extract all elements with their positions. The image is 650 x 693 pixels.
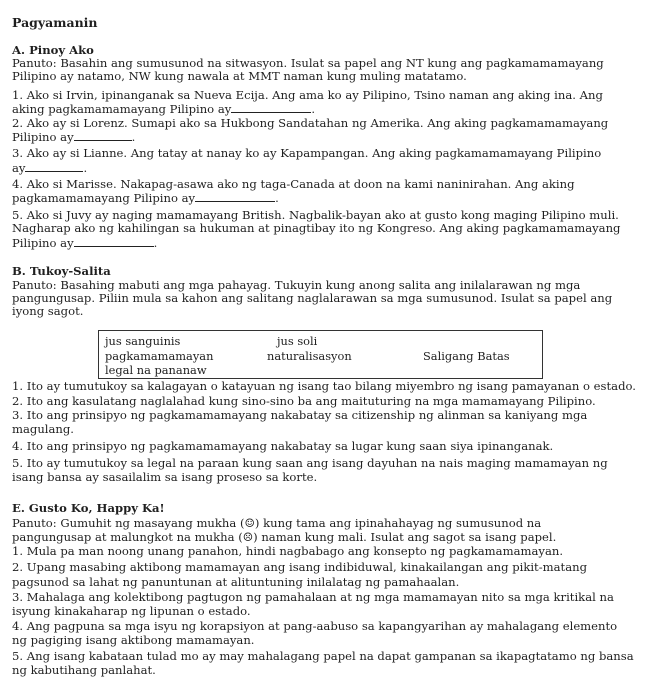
word-box-term: jus sanguinis <box>105 334 181 348</box>
answer-blank[interactable] <box>74 236 154 247</box>
section-e-item: 1. Mula pa man noong unang panahon, hindi nagbabago ang konsepto ng pagkamamamayan. <box>12 544 564 558</box>
answer-blank[interactable] <box>195 191 275 202</box>
section-a-item: Pilipino ay . <box>12 130 136 144</box>
word-box-term: naturalisasyon <box>267 349 352 363</box>
section-a-item: ay . <box>12 161 88 175</box>
word-box-term: Saligang Batas <box>423 349 510 363</box>
section-a-item: Nagharap ako ng kahilingan sa hukuman at pinagtibay ito ng Kongreso. Ang aking pagkamamamayang <box>12 221 621 235</box>
page-title: Pagyamanin <box>12 15 98 30</box>
section-e-item: isyung kinakaharap ng lipunan o estado. <box>12 604 251 618</box>
section-a-item: 4. Ako si Marisse. Nakapag-asawa ako ng taga-Canada at doon na kami naninirahan. Ang aking <box>12 177 575 191</box>
section-a-item: 2. Ako ay si Lorenz. Sumapi ako sa Hukbong Sandatahan ng Amerika. Ang aking pagkamamamayang <box>12 116 609 130</box>
word-box <box>98 330 543 379</box>
section-e-item: 5. Ang isang kabataan tulad mo ay may mahalagang papel na dapat gampanan sa ikapagtatamo ng bansa <box>12 649 634 663</box>
section-e-item: 2. Upang masabing aktibong mamamayan ang isang indibiduwal, kinakailangan ang pikit-matang <box>12 560 587 574</box>
word-box-term: pagkamamamayan <box>105 349 214 363</box>
section-a-heading: A. Pinoy Ako <box>12 43 94 57</box>
section-e-heading: E. Gusto Ko, Happy Ka! <box>12 501 165 515</box>
section-b-instruction: Panuto: Basahing mabuti ang mga pahayag. Tukuyin kung anong salita ang inilalarawan ng mga <box>12 278 581 292</box>
section-b-item: 3. Ito ang prinsipyo ng pagkamamamayang nakabatay sa citizenship ng alinman sa kaniyang mga <box>12 408 588 422</box>
section-a-instruction: Pilipino ay natamo, NW kung nawala at MMT naman kung muling matatamo. <box>12 69 467 83</box>
section-a-item: 3. Ako ay si Lianne. Ang tatay at nanay ko ay Kapampangan. Ang aking pagkamamamayang Pilipino <box>12 146 602 160</box>
section-e-item: 4. Ang pagpuna sa mga isyu ng korapsiyon at pang-aabuso sa kapangyarihan ay mahalagang elemento <box>12 619 618 633</box>
section-e-item: 3. Mahalaga ang kolektibong pagtugon ng pamahalaan at ng mga mamamayan nito sa mga kritikal na <box>12 590 614 604</box>
word-box-term: legal na pananaw <box>105 363 207 377</box>
section-b-item: 5. Ito ay tumutukoy sa legal na paraan kung saan ang isang dayuhan na nais maging mamamayan ng <box>12 456 608 470</box>
section-e-instruction: Panuto: Gumuhit ng masayang mukha (☺) kung tama ang ipinahahayag ng sumusunod na <box>12 516 542 530</box>
section-e-item: pagsunod sa lahat ng panuntunan at alituntuning inilalatag ng pamahaalan. <box>12 575 460 589</box>
section-a-item: 1. Ako si Irvin, ipinanganak sa Nueva Ecija. Ang ama ko ay Pilipino, Tsino naman ang aking ina. Ang <box>12 88 603 102</box>
section-e-item: ng pagiging isang aktibong mamamayan. <box>12 633 255 647</box>
section-a-item: Pilipino ay . <box>12 236 158 250</box>
section-b-item: 4. Ito ang prinsipyo ng pagkamamamayang nakabatay sa lugar kung saan siya ipinanganak. <box>12 439 554 453</box>
section-b-heading: B. Tukoy-Salita <box>12 264 111 278</box>
answer-blank[interactable] <box>231 102 311 113</box>
section-a-item: pagkamamamayang Pilipino ay . <box>12 191 279 205</box>
section-b-item: isang bansa ay sasailalim sa isang proseso sa korte. <box>12 470 318 484</box>
section-e-item: ng kabutihang panlahat. <box>12 663 156 677</box>
section-b-item: 1. Ito ay tumutukoy sa kalagayan o katayuan ng isang tao bilang miyembro ng isang pamayanan o estado. <box>12 379 636 393</box>
section-a-item: aking pagkamamamayang Pilipino ay . <box>12 102 316 116</box>
section-b-item: magulang. <box>12 422 74 436</box>
section-a-item: 5. Ako si Juvy ay naging mamamayang British. Nagbalik-bayan ako at gusto kong maging Pilipino muli. <box>12 208 619 222</box>
section-b-instruction: pangungusap. Piliin mula sa kahon ang salitang naglalarawan sa mga sumusunod. Isulat sa papel ang <box>12 291 613 305</box>
answer-blank[interactable] <box>74 130 132 141</box>
section-b-item: 2. Ito ang kasulatang naglalahad kung sino-sino ba ang maituturing na mga mamamayang Pilipino. <box>12 394 596 408</box>
word-box-term: jus soli <box>277 334 318 348</box>
section-b-instruction: iyong sagot. <box>12 304 84 318</box>
answer-blank[interactable] <box>25 161 83 172</box>
section-a-instruction: Panuto: Basahin ang sumusunod na sitwasyon. Isulat sa papel ang NT kung ang pagkamamamayang <box>12 56 604 70</box>
section-e-instruction: pangungusap at malungkot na mukha (☹) naman kung mali. Isulat ang sagot sa isang papel. <box>12 530 557 544</box>
